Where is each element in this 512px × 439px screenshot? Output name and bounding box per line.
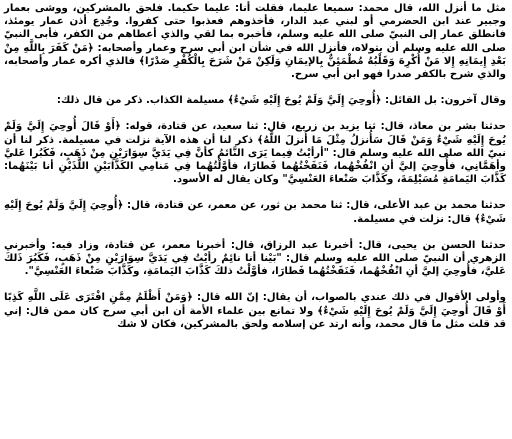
paragraph-hasan-hadith: حدثنا الحسن بن يحيى، قال: أخبرنا عبد الرزاق، قال: أخبرنا معمر، عن قتادة، وزاد فيه: وأخبرني الزهري أن النبيّ صلى الله عليه وسلم قال: "بَيْنا أنا نائِمٌ رأيْتُ فِي يَدَيَّ سِوَارَيْنِ مِنْ ذَهَبٍ، فَكَبُرَ ذَلكَ عَليَّ، فأُوحِيَ إليَّ أنِ انْفُخْهُما، فَنَفَخْتُهُما فَطارَا، فأوَّلْتُ ذلكَ كَذَّابَ اليَمامَةِ، وكَذَّابَ صَنْعاءَ العَنْسِيَّ". <box>4 239 506 278</box>
paragraph-abd-al-ala-narration: حدثنا محمد بن عبد الأعلى، قال: ثنا محمد بن ثور، عن معمر، عن قتادة، قال: ﴿أُوحِيَ إِلَيَّ وَلَمْ يُوحَ إِلَيْهِ شَيْءٌ﴾ قال: نزلت في مسيلمة. <box>4 200 506 225</box>
paragraph-others-said: وقال آخرون: بل القائل: ﴿أُوحِيَ إِلَيَّ وَلَمْ يُوحَ إِلَيْهِ شَيْءٌ﴾ مسيلمة الكذاب. ذكر من قال ذلك: <box>56 95 506 107</box>
paragraph-preferred-opinion: وأولى الأقوال في ذلك عندي بالصواب، أن يقال: إنّ الله قال: ﴿وَمَنْ أَظْلَمُ مِمَّنِ افْتَرَى عَلَى اللَّهِ كَذِبًا أَوْ قَالَ أُوحِيَ إِلَيَّ وَلَمْ يُوحَ إِلَيْهِ شَيْءٌ﴾ ولا تمانع بين علماء الأمة أن ابن أبي سرح كان ممن قال: إني قد قلت مثل ما قال محمد، وأنه ارتد عن إسلامه ولحق بالمشركين، فكان لا شك <box>4 292 506 330</box>
paragraph-bishr-hadith: حدثنا بشر بن معاذ، قال: ثنا يزيد بن زريع، قال: ثنا سعيد، عن قتادة، قوله: ﴿أَوْ قَالَ أُوحِيَ إِلَيَّ وَلَمْ يُوحَ إِلَيْهِ شَيْءٌ وَمَنْ قَالَ سَأُنزلُ مِثْلَ مَا أَنزلَ اللَّهُ﴾ ذكر لنا أن هذه الآية نزلت في مسيلمة. ذكر لنا أن نبيّ الله صلى الله عليه وسلم قال: "أرأيْتُ فِيما يَرَى النَّائمُ كأنَّ فِي يَدَيَّ سِوَارَيْنِ مِنْ ذَهَبٍ، فَكَبُرا عَليَّ وأهَمَّانِي، فأُوحِيَ إليَّ أنِ انْفُخْهُما، فَنَفَخْتُهُما فَطارَا، فأوَّلْتُهُما فِي مَنامِي الكَذَّابَيْنِ اللَّذَيْنِ أنا بَيْنَهُما: كَذَّابَ اليَمامَةِ مُسَيْلِمَةَ، وكَذَّابَ صَنْعاءَ العَنْسِيَّ" وكان يقال له الأسود. <box>4 121 506 186</box>
paragraph-ibn-abi-sarh-story: مثل ما أنزل الله، قال محمد: سميعا عليما، فقلت أنا: عليما حكيما. فلحق بالمشركين، ووشى بعمار وجبير عند ابن الحضرمي أو لبني عبد الدار، فأخذوهم فعذبوا حتى كفروا. وجُدِع أذن عمار يومئذ، فانطلق عمار إلى النبيّ صلى الله عليه وسلم، فأخبره بما لقي والذي أعطاهم من الكفر، فأبى النبيّ صلى الله عليه وسلم أن يتولاه، فأنزل الله في شأن ابن أبي سرح وعمار وأصحابه: ﴿مَنْ كَفَرَ بِاللَّهِ مِنْ بَعْدِ إِيمَانِهِ إِلا مَنْ أُكْرِهَ وَقَلْبُهُ مُطْمَئِنٌّ بِالإيمَانِ وَلَكِنْ مَنْ شَرَحَ بِالْكُفْرِ صَدْرًا﴾ فالذي أكره عمار وأصحابه، والذي شرح بالكفر صدرا فهو ابن أبي سرح. <box>4 3 506 81</box>
